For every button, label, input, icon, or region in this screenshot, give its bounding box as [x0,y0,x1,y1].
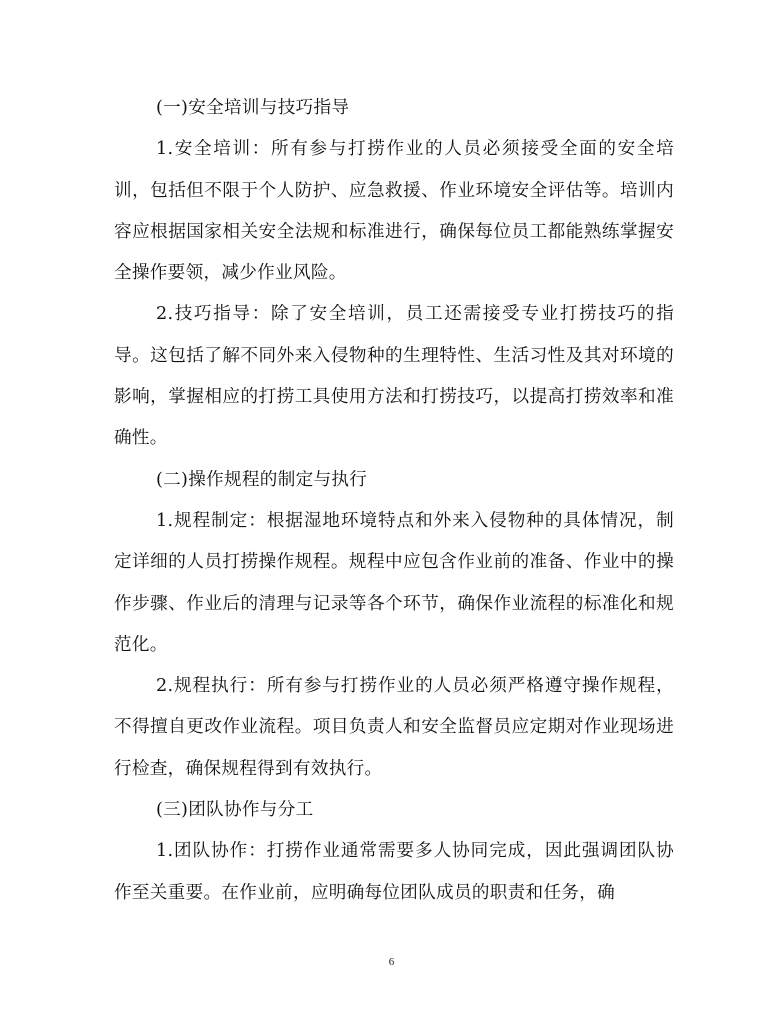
section-heading-team-collaboration: (三)团队协作与分工 [156,800,314,821]
section-heading-operating-procedures: (二)操作规程的制定与执行 [156,469,368,490]
document-body [114,88,674,914]
paragraph-procedure-formulation: 1.规程制定：根据湿地环境特点和外来入侵物种的具体情况，制定详细的人员打捞操作规程。规程中应包含作业前的准备、作业中的操作步骤、作业后的清理与记录等各个环节，确保作业流程的标准化和规范化。 [114,510,674,655]
paragraph-team-collaboration: 1.团队协作：打捞作业通常需要多人协同完成，因此强调团队协作至关重要。在作业前，应明确每位团队成员的职责和任务，确 [114,841,674,903]
paragraph-safety-training: 1.安全培训：所有参与打捞作业的人员必须接受全面的安全培训，包括但不限于个人防护、应急救援、作业环境安全评估等。培训内容应根据国家相关安全法规和标准进行，确保每位员工都能熟练掌握安全操作要领，减少作业风险。 [114,139,674,284]
paragraph-skill-guidance: 2.技巧指导：除了安全培训，员工还需接受专业打捞技巧的指导。这包括了解不同外来入侵物种的生理特性、生活习性及其对环境的影响，掌握相应的打捞工具使用方法和打捞技巧，以提高打捞效率和准确性。 [114,304,674,449]
paragraph-procedure-execution: 2.规程执行：所有参与打捞作业的人员必须严格遵守操作规程，不得擅自更改作业流程。项目负责人和安全监督员应定期对作业现场进行检查，确保规程得到有效执行。 [114,676,674,779]
page-number: 6 [388,956,395,968]
section-heading-safety-training: (一)安全培训与技巧指导 [156,98,350,118]
